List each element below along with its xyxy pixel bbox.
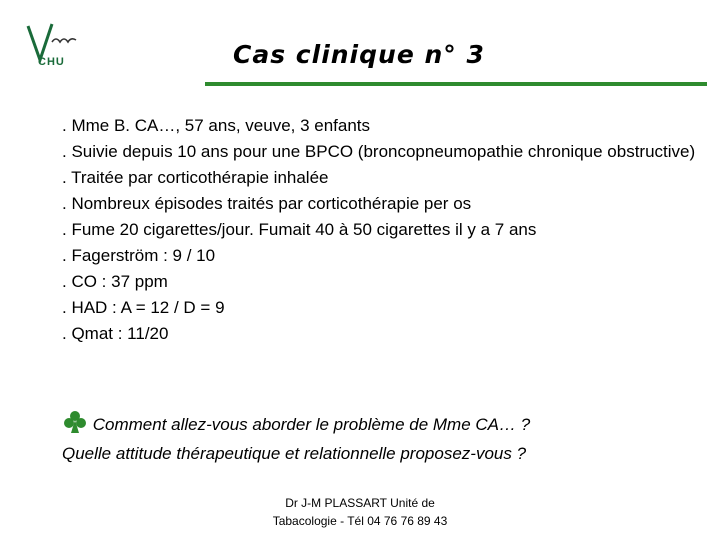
page-title: Cas clinique n° 3 bbox=[233, 40, 485, 69]
logo-text: CHU bbox=[38, 56, 65, 68]
list-item: . Nombreux épisodes traités par corticothérapie per os bbox=[62, 194, 472, 213]
list-item: . Traitée par corticothérapie inhalée bbox=[62, 168, 329, 187]
list-item: . Suivie depuis 10 ans pour une BPCO (broncopneumopathie chronique obstructive) bbox=[62, 142, 696, 161]
list-item: . Fagerström : 9 / 10 bbox=[62, 246, 216, 265]
question-line-1 bbox=[62, 410, 702, 439]
list-item: . HAD : A = 12 / D = 9 bbox=[62, 298, 225, 317]
list-item: . CO : 37 ppm bbox=[62, 272, 168, 291]
list-item: . Mme B. CA…, 57 ans, veuve, 3 enfants bbox=[62, 116, 371, 135]
title-divider bbox=[205, 82, 707, 86]
footer-line-1: Dr J-M PLASSART Unité de bbox=[285, 496, 435, 510]
footer bbox=[220, 494, 500, 530]
footer-line-2: Tabacologie - Tél 04 76 76 89 43 bbox=[272, 514, 448, 528]
question-text-1: Comment allez-vous aborder le problème de Mme CA… ? bbox=[92, 415, 531, 434]
question-text-2: Quelle attitude thérapeutique et relationnelle proposez-vous ? bbox=[62, 444, 527, 463]
list-item: . Fume 20 cigarettes/jour. Fumait 40 à 50 cigarettes il y a 7 ans bbox=[62, 220, 537, 239]
club-icon bbox=[62, 410, 88, 434]
question-block bbox=[62, 410, 702, 468]
list-item: . Qmat : 11/20 bbox=[62, 324, 169, 343]
chu-logo-icon bbox=[22, 20, 80, 78]
case-details-list bbox=[62, 113, 702, 347]
